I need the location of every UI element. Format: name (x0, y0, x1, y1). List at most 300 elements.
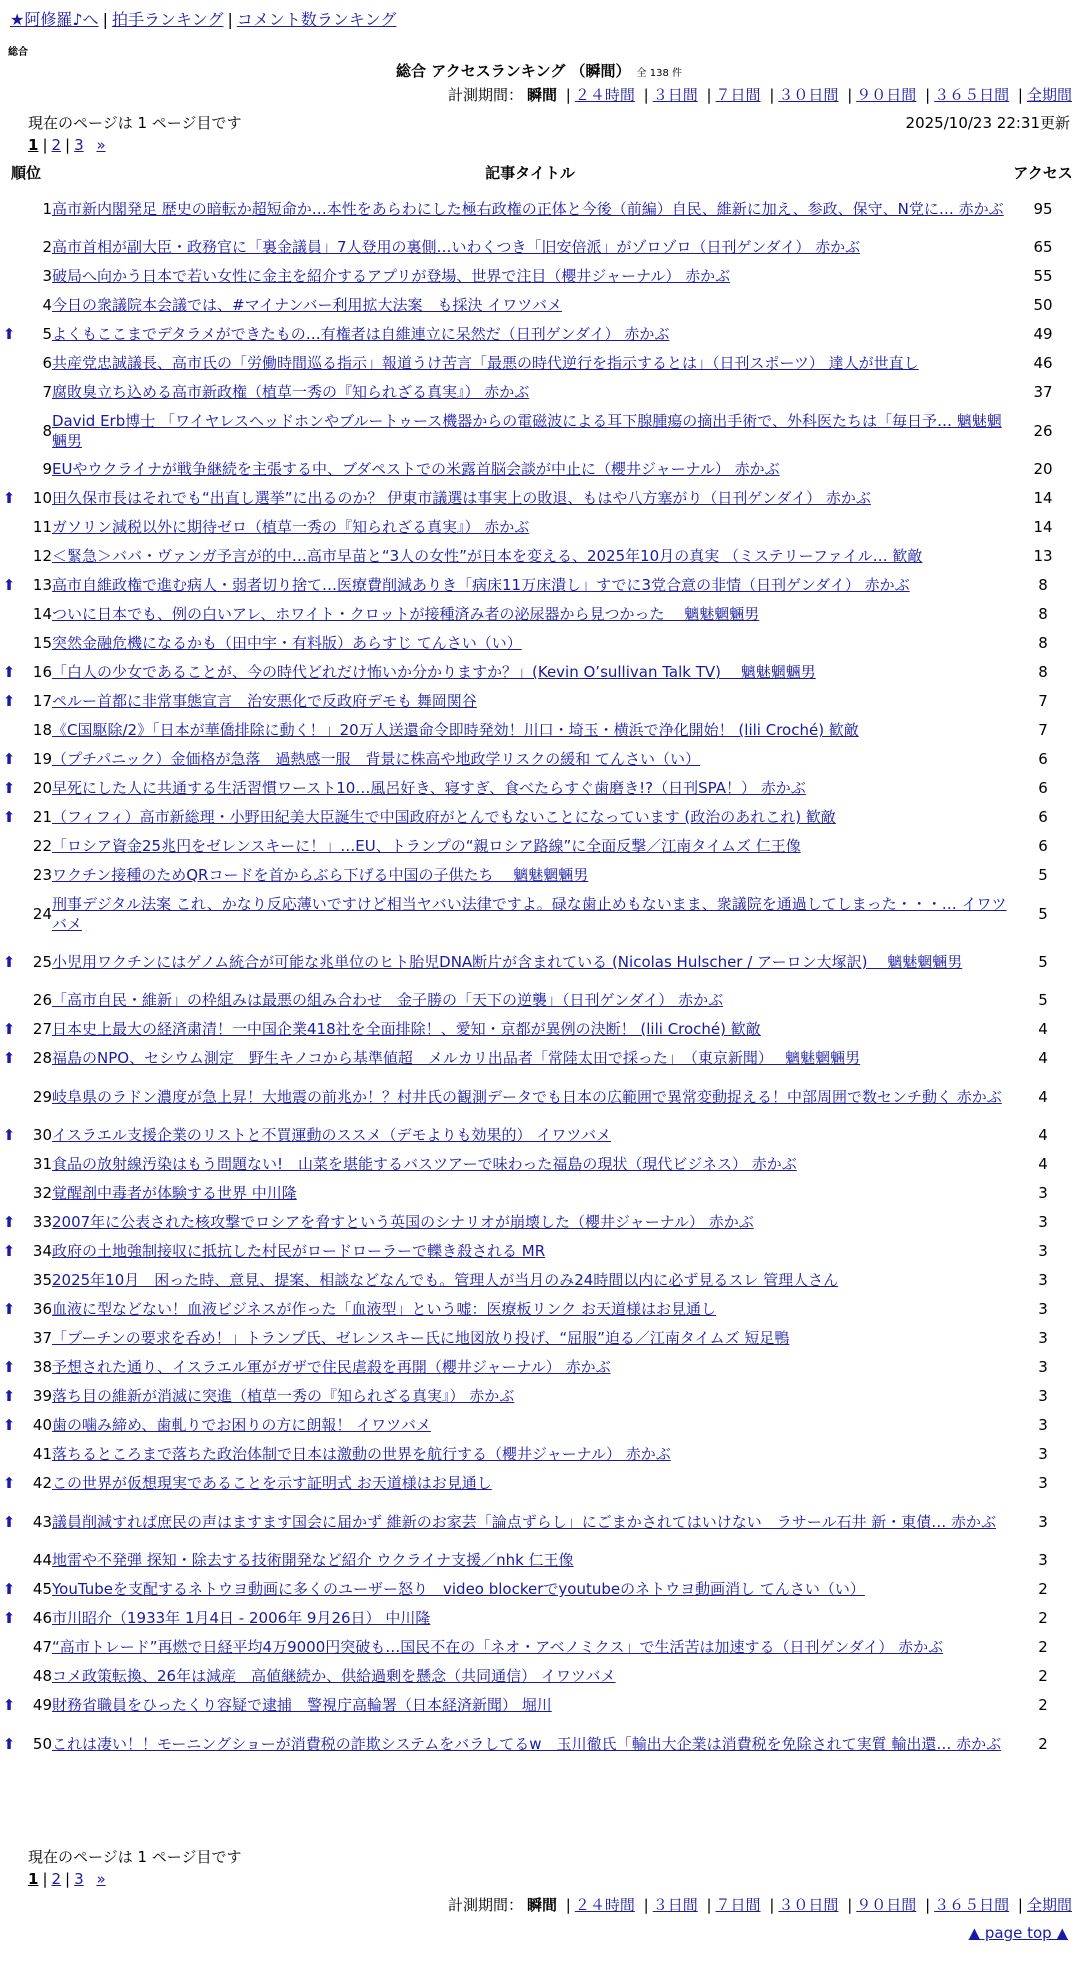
current-page-text: 現在のページは 1 ページ目です (28, 114, 242, 132)
rank-arrow-cell (0, 1151, 18, 1180)
article-title-cell (52, 1074, 1008, 1122)
article-link[interactable]: この世界が仮想現実であることを示す証明式 お天道様はお見通し (52, 1474, 492, 1493)
page-3-link[interactable]: 3 (74, 1870, 84, 1888)
page-top-link[interactable]: ▲ page top ▲ (968, 1924, 1068, 1942)
period-option-7d[interactable]: ７日間 (715, 1896, 761, 1914)
table-row (0, 1470, 1078, 1499)
rank-number: 36 (32, 1300, 52, 1319)
article-title-cell (52, 1383, 1008, 1412)
access-count: 8 (1038, 634, 1048, 653)
rank-number: 40 (32, 1416, 52, 1435)
column-rank: 順位 (10, 164, 41, 182)
rank-arrow-cell (0, 543, 18, 572)
rank-number: 22 (32, 837, 52, 856)
rank-number: 10 (32, 489, 52, 508)
article-title-cell (52, 234, 1008, 263)
article-title-cell (52, 1122, 1008, 1151)
rank-number: 47 (32, 1638, 52, 1657)
rank-number: 45 (32, 1580, 52, 1599)
article-link[interactable]: （フィフィ）高市新総理・小野田紀美大臣誕生で中国政府がとんでもないことになっています (政治のあれこれ) 歓敵 (52, 808, 836, 827)
period-option-all[interactable]: 全期間 (1026, 86, 1072, 104)
article-link[interactable]: 破局へ向かう日本で若い女性に金主を紹介するアプリが登場、世界で注目（櫻井ジャーナル） 赤かぶ (52, 267, 731, 286)
article-title-cell (52, 1296, 1008, 1325)
rank-number: 18 (32, 721, 52, 740)
article-link[interactable]: 今日の衆議院本会議では、#マイナンバー利用拡大法案 も採決 イワツバメ (52, 296, 562, 315)
rank-up-arrow-icon: ⬆ (2, 750, 16, 769)
access-count: 20 (1033, 460, 1053, 479)
rank-number: 44 (32, 1551, 52, 1570)
rank-number: 37 (32, 1329, 52, 1348)
rank-number: 15 (32, 634, 52, 653)
table-row (0, 1045, 1078, 1074)
access-count: 49 (1033, 325, 1053, 344)
rank-arrow-cell (0, 1074, 18, 1122)
table-row (0, 543, 1078, 572)
rank-number: 29 (32, 1087, 52, 1106)
article-link[interactable]: 小児用ワクチンにはゲノム統合が可能な兆単位のヒト胎児DNA断片が含まれている (Nicolas Hulscher / アーロン大塚訳) 魑魅魍魎男 (52, 952, 963, 971)
article-link[interactable]: 「高市自民・維新」の枠組みは最悪の組み合わせ 金子勝の「天下の逆襲」（日刊ゲンダイ） 赤かぶ (52, 991, 724, 1010)
access-count: 55 (1033, 267, 1053, 286)
page-2-link[interactable]: 2 (51, 1870, 62, 1888)
article-link[interactable]: 腐敗臭立ち込める高市新政権（植草一秀の『知られざる真実』） 赤かぶ (52, 383, 530, 402)
ranking-title: 総合 アクセスランキング （瞬間） (396, 62, 631, 80)
article-title-cell (52, 775, 1008, 804)
period-label: 計測期間： (447, 86, 523, 104)
access-count: 3 (1038, 1358, 1048, 1377)
article-link[interactable]: ついに日本でも、例の白いアレ、ホワイト・クロットが接種済み者の泌尿器から見つかった 魑魅魍魎男 (52, 605, 760, 624)
article-title-cell (52, 804, 1008, 833)
table-header (0, 162, 1078, 186)
access-count: 8 (1038, 605, 1048, 624)
rank-number: 33 (32, 1213, 52, 1232)
article-title-cell (52, 891, 1008, 939)
access-count: 6 (1038, 779, 1048, 798)
article-title-cell (52, 1016, 1008, 1045)
article-link[interactable]: 予想された通り、イスラエル軍がガザで住民虐殺を再開（櫻井ジャーナル） 赤かぶ (52, 1358, 611, 1377)
article-title-cell (52, 1209, 1008, 1238)
table-row (0, 1122, 1078, 1151)
access-count: 6 (1038, 750, 1048, 769)
rank-arrow-cell (0, 1180, 18, 1209)
article-title-cell (52, 659, 1008, 688)
article-title-cell (52, 746, 1008, 775)
access-count: 26 (1033, 421, 1053, 440)
rank-arrow-cell (0, 350, 18, 379)
article-link[interactable]: 「白人の少女であることが、今の時代どれだけ怖いか分かりますか？」(Kevin O’sullivan Talk TV) 魑魅魍魎男 (52, 663, 816, 682)
article-link[interactable]: 落ち目の維新が消滅に突進（植草一秀の『知られざる真実』） 赤かぶ (52, 1387, 515, 1406)
rank-arrow-cell (0, 1441, 18, 1470)
article-link[interactable]: 高市首相が副大臣・政務官に「裏金議員」7人登用の裏側…いわくつき「旧安倍派」がゾロゾロ（日刊ゲンダイ） 赤かぶ (52, 238, 861, 257)
rank-number: 11 (32, 518, 52, 537)
period-current: 瞬間 (526, 86, 557, 104)
page-3-link[interactable]: 3 (74, 136, 84, 154)
access-count: 2 (1038, 1667, 1048, 1686)
nav-separator: | (102, 10, 108, 29)
period-option-24h[interactable]: ２４時間 (574, 86, 635, 104)
article-title-cell (52, 1238, 1008, 1267)
rank-number: 23 (32, 866, 52, 885)
top-nav (10, 10, 396, 31)
access-count: 13 (1033, 547, 1053, 566)
table-row (0, 408, 1078, 456)
rank-up-arrow-icon: ⬆ (2, 1512, 16, 1531)
period-option-30d[interactable]: ３０日間 (778, 86, 839, 104)
rank-number: 38 (32, 1358, 52, 1377)
access-count: 2 (1038, 1609, 1048, 1628)
article-link[interactable]: 財務省職員をひったくり容疑で逮捕 警視庁高輪署（日本経済新聞） 堀川 (52, 1696, 552, 1715)
article-link[interactable]: 突然金融危機になるかも（田中宇・有料版）あらすじ てんさい（い） (52, 634, 522, 653)
page-title (0, 62, 1078, 82)
article-link[interactable]: ペルー首都に非常事態宣言 治安悪化で反政府デモも 舞岡関谷 (52, 692, 477, 711)
rank-number: 8 (42, 421, 52, 440)
page-1-link[interactable]: 1 (28, 136, 39, 154)
access-count: 3 (1038, 1512, 1048, 1531)
access-count: 3 (1038, 1242, 1048, 1261)
table-row (0, 1692, 1078, 1721)
table-row (0, 833, 1078, 862)
table-row (0, 572, 1078, 601)
access-count: 14 (1033, 518, 1053, 537)
rank-up-arrow-icon: ⬆ (2, 952, 16, 971)
article-title-cell (52, 1499, 1008, 1547)
period-option-365d[interactable]: ３６５日間 (934, 1896, 1010, 1914)
rank-number: 6 (42, 354, 52, 373)
article-link[interactable]: EUやウクライナが戦争継続を主張する中、ブダペストでの米露首脳会談が中止に（櫻井ジャーナル） 赤かぶ (52, 460, 780, 479)
rank-up-arrow-icon: ⬆ (2, 663, 16, 682)
rank-arrow-cell (0, 1634, 18, 1663)
rank-number: 14 (32, 605, 52, 624)
nav-separator: | (227, 10, 233, 29)
rank-number: 42 (32, 1474, 52, 1493)
article-title-cell (52, 263, 1008, 292)
article-link[interactable]: 政府の土地強制接収に抵抗した村民がロードローラーで轢き殺される MR (52, 1242, 546, 1261)
period-option-365d[interactable]: ３６５日間 (934, 86, 1010, 104)
access-count: 7 (1038, 721, 1048, 740)
access-count: 46 (1033, 354, 1053, 373)
access-count: 3 (1038, 1184, 1048, 1203)
rank-number: 24 (32, 904, 52, 923)
rank-up-arrow-icon: ⬆ (2, 1020, 16, 1039)
article-link[interactable]: これは凄い！！モーニングショーが消費税の詐欺システムをバラしてるw 玉川徹氏「輸出大企業は消費税を免除されて実質 輸出還… 赤かぶ (52, 1734, 1002, 1753)
article-title-cell (52, 939, 1008, 987)
column-title: 記事タイトル (485, 164, 575, 182)
rank-number: 39 (32, 1387, 52, 1406)
rank-arrow-cell (0, 263, 18, 292)
rank-up-arrow-icon: ⬆ (2, 1696, 16, 1715)
table-row (0, 292, 1078, 321)
table-row (0, 939, 1078, 987)
article-link[interactable]: 《C国駆除/2》「日本が華僑排除に動く！」20万人送還命令即時発効！川口・埼玉・横浜で浄化開始！ (lili Croché) 歓敵 (52, 721, 859, 740)
table-row (0, 717, 1078, 746)
table-row (0, 1267, 1078, 1296)
article-title-cell (52, 688, 1008, 717)
rank-up-arrow-icon: ⬆ (2, 1734, 16, 1753)
access-count: 3 (1038, 1416, 1048, 1435)
article-link[interactable]: 地雷や不発弾 探知・除去する技術開発など紹介 ウクライナ支援／nhk 仁王像 (52, 1551, 574, 1570)
table-row (0, 1016, 1078, 1045)
access-count: 2 (1038, 1734, 1048, 1753)
table-row (0, 1325, 1078, 1354)
period-option-all[interactable]: 全期間 (1026, 1896, 1072, 1914)
access-count: 65 (1033, 238, 1053, 257)
period-current: 瞬間 (526, 1896, 557, 1914)
article-title-cell (52, 1441, 1008, 1470)
article-link[interactable]: ガソリン減税以外に期待ゼロ（植草一秀の『知られざる真実』） 赤かぶ (52, 518, 530, 537)
article-title-cell (52, 630, 1008, 659)
table-row (0, 659, 1078, 688)
access-count: 5 (1038, 991, 1048, 1010)
rank-number: 5 (42, 325, 52, 344)
rank-number: 13 (32, 576, 52, 595)
rank-number: 31 (32, 1155, 52, 1174)
rank-arrow-cell (0, 717, 18, 746)
article-link[interactable]: 刑事デジタル法案 これ、かなり反応薄いですけど相当ヤバい法律ですよ。碌な歯止めもないまま、衆議院を通過してしまった・・・… イワツバメ (52, 895, 1007, 933)
rank-number: 27 (32, 1020, 52, 1039)
table-row (0, 987, 1078, 1016)
rank-number: 48 (32, 1667, 52, 1686)
table-row (0, 1209, 1078, 1238)
rank-number: 41 (32, 1445, 52, 1464)
access-count: 3 (1038, 1551, 1048, 1570)
article-link[interactable]: ＜緊急＞ババ・ヴァンガ予言が的中…高市早苗と“3人の女性”が日本を変える、2025年10月の真実 （ミステリーファイル… 歓敵 (52, 547, 923, 566)
article-title-cell (52, 601, 1008, 630)
table-row (0, 1663, 1078, 1692)
article-title-cell (52, 1045, 1008, 1074)
access-count: 4 (1038, 1087, 1048, 1106)
article-link[interactable]: 高市自維政権で進む病人・弱者切り捨て…医療費削減ありき「病床11万床潰し」すでに3党合意の非情（日刊ゲンダイ） 赤かぶ (52, 576, 910, 595)
article-title-cell (52, 1663, 1008, 1692)
access-count: 3 (1038, 1387, 1048, 1406)
article-link[interactable]: ワクチン接種のためQRコードを首からぶら下げる中国の子供たち 魑魅魍魎男 (52, 866, 589, 885)
rank-number: 35 (32, 1271, 52, 1290)
rank-arrow-cell (0, 456, 18, 485)
rank-arrow-cell (0, 987, 18, 1016)
current-page-text-bottom: 現在のページは 1 ページ目です (28, 1848, 242, 1866)
article-link[interactable]: 岐阜県のラドン濃度が急上昇！大地震の前兆か！？村井氏の観測データでも日本の広範囲で異常変動捉える！中部周囲で数センチ動く 赤かぶ (52, 1087, 1002, 1106)
table-row (0, 775, 1078, 804)
article-link[interactable]: 田久保市長はそれでも“出直し選挙”に出るのか？ 伊東市議選は事実上の敗退、もはや八方塞がり（日刊ゲンダイ） 赤かぶ (52, 489, 871, 508)
article-title-cell (52, 1470, 1008, 1499)
period-option-3d[interactable]: ３日間 (652, 1896, 698, 1914)
total-count: 全 138 件 (636, 68, 682, 79)
table-row (0, 321, 1078, 350)
table-row (0, 186, 1078, 234)
rank-number: 50 (32, 1734, 52, 1753)
table-row (0, 630, 1078, 659)
rank-number: 4 (42, 296, 52, 315)
table-row (0, 1547, 1078, 1576)
article-link[interactable]: 福島のNPO、セシウム測定 野生キノコから基準値超 メルカリ出品者「常陸太田で採った」 （東京新聞） 魑魅魍魎男 (52, 1049, 861, 1068)
rank-number: 9 (42, 460, 52, 479)
access-count: 6 (1038, 837, 1048, 856)
rank-arrow-cell (0, 1267, 18, 1296)
article-link[interactable]: YouTubeを支配するネトウヨ動画に多くのユーザー怒り video blockerでyoutubeのネトウヨ動画消し てんさい（い） (52, 1580, 865, 1599)
table-row (0, 1074, 1078, 1122)
article-title-cell (52, 987, 1008, 1016)
article-link[interactable]: 議員削減すれば庶民の声はますます国会に届かず 維新のお家芸「論点ずらし」にごまかされてはいけない ラサール石井 新・東債… 赤かぶ (52, 1512, 997, 1531)
article-title-cell (52, 1354, 1008, 1383)
article-title-cell (52, 456, 1008, 485)
table-row (0, 688, 1078, 717)
article-link[interactable]: （プチパニック）金価格が急落 過熱感一服 背景に株高や地政学リスクの緩和 てんさい（い） (52, 750, 700, 769)
rank-up-arrow-icon: ⬆ (2, 1609, 16, 1628)
rank-number: 1 (42, 199, 52, 218)
article-link[interactable]: 歯の噛み締め、歯軋りでお困りの方に朗報！ イワツバメ (52, 1416, 431, 1435)
article-title-cell (52, 1267, 1008, 1296)
table-row (0, 1605, 1078, 1634)
rank-up-arrow-icon: ⬆ (2, 1474, 16, 1493)
rank-number: 32 (32, 1184, 52, 1203)
access-count: 4 (1038, 1126, 1048, 1145)
access-count: 8 (1038, 663, 1048, 682)
article-title-cell (52, 1692, 1008, 1721)
table-row (0, 1576, 1078, 1605)
period-option-24h[interactable]: ２４時間 (574, 1896, 635, 1914)
article-title-cell (52, 717, 1008, 746)
rank-arrow-cell (0, 186, 18, 234)
rank-number: 20 (32, 779, 52, 798)
article-link[interactable]: 「ロシア資金25兆円をゼレンスキーに！」…EU、トランプの“親ロシア路線”に全面反撃／江南タイムズ 仁王像 (52, 837, 801, 856)
article-link[interactable]: コメ政策転換、26年は減産 高値継続か、供給過剰を懸念（共同通信） イワツバメ (52, 1667, 616, 1686)
article-link[interactable]: 2007年に公表された核攻撃でロシアを脅すという英国のシナリオが崩壊した（櫻井ジャーナル） 赤かぶ (52, 1213, 754, 1232)
access-count: 4 (1038, 1020, 1048, 1039)
article-link[interactable]: 食品の放射線汚染はもう問題ない! 山菜を堪能するバスツアーで味わった福島の現状（現代ビジネス） 赤かぶ (52, 1155, 797, 1174)
article-title-cell (52, 1325, 1008, 1354)
pager-bottom: 1 | 2 | 3 » (28, 1870, 106, 1888)
access-count: 3 (1038, 1271, 1048, 1290)
period-option-30d[interactable]: ３０日間 (778, 1896, 839, 1914)
article-link[interactable]: 落ちるところまで落ちた政治体制で日本は激動の世界を航行する（櫻井ジャーナル） 赤かぶ (52, 1445, 671, 1464)
access-count: 5 (1038, 952, 1048, 971)
rank-arrow-cell (0, 862, 18, 891)
rank-number: 28 (32, 1049, 52, 1068)
article-title-cell (52, 321, 1008, 350)
page-2-link[interactable]: 2 (51, 136, 62, 154)
article-title-cell (52, 543, 1008, 572)
table-row (0, 1296, 1078, 1325)
asyura-home-link[interactable]: ★阿修羅♪へ (10, 10, 99, 29)
table-row (0, 234, 1078, 263)
article-link[interactable]: 「プーチンの要求を呑め！」トランプ氏、ゼレンスキー氏に地図放り投げ、“屈服”迫る／江南タイムズ 短足鴨 (52, 1329, 790, 1348)
rank-up-arrow-icon: ⬆ (2, 1416, 16, 1435)
article-link[interactable]: “高市トレード”再燃で日経平均4万9000円突破も…国民不在の「ネオ・アベノミクス」で生活苦は加速する（日刊ゲンダイ） 赤かぶ (52, 1638, 944, 1657)
article-title-cell (52, 1605, 1008, 1634)
access-count: 4 (1038, 1155, 1048, 1174)
rank-arrow-cell (0, 601, 18, 630)
rank-arrow-cell (0, 891, 18, 939)
article-title-cell (52, 1547, 1008, 1576)
article-title-cell (52, 572, 1008, 601)
next-page-link[interactable]: » (96, 136, 106, 154)
applause-ranking-link[interactable]: 拍手ランキング (111, 10, 224, 29)
period-option-90d[interactable]: ９０日間 (856, 1896, 917, 1914)
table-row (0, 601, 1078, 630)
rank-up-arrow-icon: ⬆ (2, 692, 16, 711)
access-count: 2 (1038, 1696, 1048, 1715)
article-link[interactable]: 市川昭介（1933年 1月4日 - 2006年 9月26日） 中川隆 (52, 1609, 431, 1628)
page-top-link-wrap (969, 1924, 1068, 1944)
article-link[interactable]: 2025年10月 困った時、意見、提案、相談などなんでも。管理人が当月のみ24時間以内に必ず見るスレ 管理人さん (52, 1271, 839, 1290)
table-row (0, 485, 1078, 514)
access-count: 37 (1033, 383, 1053, 402)
article-title-cell (52, 514, 1008, 543)
period-option-90d[interactable]: ９０日間 (856, 86, 917, 104)
category-tag: 総合 (8, 47, 28, 58)
access-count: 4 (1038, 1049, 1048, 1068)
table-row (0, 1441, 1078, 1470)
rank-up-arrow-icon: ⬆ (2, 1580, 16, 1599)
rank-arrow-cell (0, 234, 18, 263)
page-1-link[interactable]: 1 (28, 1870, 39, 1888)
access-count: 2 (1038, 1638, 1048, 1657)
article-title-cell (52, 1576, 1008, 1605)
article-link[interactable]: 共産党忠誠議長、高市氏の「労働時間巡る指示」報道うけ苦言「最悪の時代逆行を指示するとは」（日刊スポーツ） 達人が世直し (52, 354, 919, 373)
article-link[interactable]: David Erb博士 「ワイヤレスヘッドホンやブルートゥース機器からの電磁波による耳下腺腫瘍の摘出手術で、外科医たちは「毎日予… 魑魅魍魎男 (52, 412, 1002, 450)
rank-number: 19 (32, 750, 52, 769)
article-title-cell (52, 408, 1008, 456)
article-link[interactable]: 高市新内閣発足 歴史の暗転か超短命か…本性をあらわにした極右政権の正体と今後（前編）自民、維新に加え、参政、保守、N党に… 赤かぶ (52, 199, 1004, 218)
rank-number: 49 (32, 1696, 52, 1715)
pager-top: 1 | 2 | 3 » (28, 136, 106, 154)
next-page-link[interactable]: » (96, 1870, 106, 1888)
article-link[interactable]: 日本史上最大の経済粛清！一中国企業418社を全面排除！、愛知・京都が異例の決断！ (lili Croché) 歓敵 (52, 1020, 761, 1039)
table-row (0, 804, 1078, 833)
access-count: 6 (1038, 808, 1048, 827)
article-link[interactable]: 血液に型などない！血液ビジネスが作った「血液型」という嘘：医療板リンク お天道様はお見通し (52, 1300, 717, 1319)
rank-arrow-cell (0, 379, 18, 408)
comment-ranking-link[interactable]: コメント数ランキング (236, 10, 397, 29)
access-count: 3 (1038, 1213, 1048, 1232)
article-link[interactable]: よくもここまでデタラメができたもの…有権者は自維連立に呆然だ（日刊ゲンダイ） 赤かぶ (52, 325, 670, 344)
article-title-cell (52, 1634, 1008, 1663)
rank-arrow-cell (0, 514, 18, 543)
article-title-cell (52, 862, 1008, 891)
rank-up-arrow-icon: ⬆ (2, 779, 16, 798)
access-count: 5 (1038, 866, 1048, 885)
rank-number: 25 (32, 952, 52, 971)
rank-up-arrow-icon: ⬆ (2, 489, 16, 508)
rank-up-arrow-icon: ⬆ (2, 1049, 16, 1068)
article-title-cell (52, 833, 1008, 862)
rank-number: 30 (32, 1126, 52, 1145)
table-row (0, 1412, 1078, 1441)
article-link[interactable]: イスラエル支援企業のリストと不買運動のススメ（デモよりも効果的） イワツバメ (52, 1126, 612, 1145)
table-row (0, 746, 1078, 775)
access-count: 95 (1033, 199, 1053, 218)
rank-number: 43 (32, 1512, 52, 1531)
period-option-3d[interactable]: ３日間 (652, 86, 698, 104)
rank-arrow-cell (0, 292, 18, 321)
rank-number: 16 (32, 663, 52, 682)
table-row (0, 891, 1078, 939)
table-row (0, 456, 1078, 485)
article-title-cell (52, 1180, 1008, 1209)
period-option-7d[interactable]: ７日間 (715, 86, 761, 104)
table-row (0, 1383, 1078, 1412)
rank-up-arrow-icon: ⬆ (2, 1300, 16, 1319)
access-count: 3 (1038, 1300, 1048, 1319)
table-row (0, 1721, 1078, 1769)
access-count: 5 (1038, 904, 1048, 923)
table-row (0, 1354, 1078, 1383)
rank-arrow-cell (0, 833, 18, 862)
article-link[interactable]: 早死にした人に共通する生活習慣ワースト10…風呂好き、寝すぎ、食べたらすぐ歯磨き!?（日刊SPA！） 赤かぶ (52, 779, 806, 798)
rank-up-arrow-icon: ⬆ (2, 1242, 16, 1261)
table-row (0, 379, 1078, 408)
access-count: 50 (1033, 296, 1053, 315)
article-link[interactable]: 覚醒剤中毒者が体験する世界 中川隆 (52, 1184, 297, 1203)
access-count: 2 (1038, 1580, 1048, 1599)
